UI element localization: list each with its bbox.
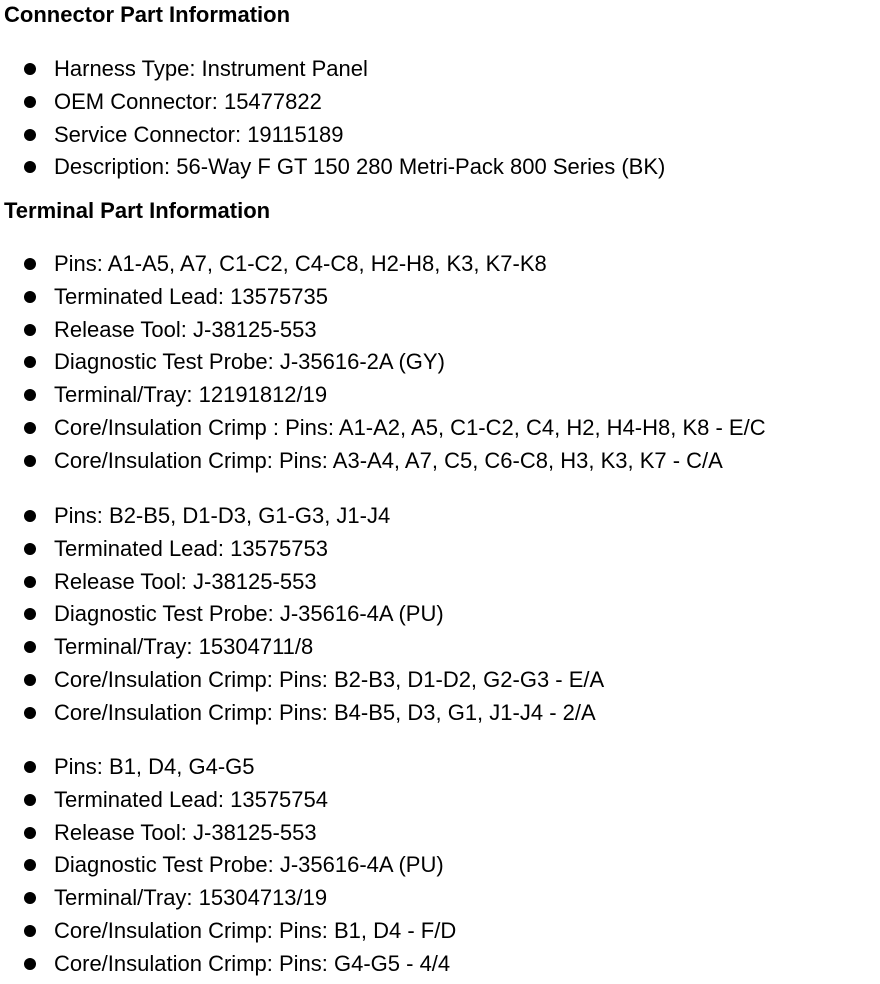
list-item-text: Diagnostic Test Probe: J-35616-4A (PU) — [54, 852, 444, 878]
bullet-icon — [24, 510, 36, 522]
bullet-icon — [24, 543, 36, 555]
connector-part-information-heading: Connector Part Information — [4, 2, 291, 27]
terminal-part-information-heading: Terminal Part Information — [4, 198, 271, 223]
bullet-icon — [24, 608, 36, 620]
bullet-icon — [24, 455, 36, 467]
bullet-icon — [24, 324, 36, 336]
list-item-text: Diagnostic Test Probe: J-35616-2A (GY) — [54, 349, 445, 375]
list-item-text: Pins: B1, D4, G4-G5 — [54, 754, 255, 779]
list-item-text: Harness Type: Instrument Panel — [54, 56, 368, 81]
bullet-icon — [24, 827, 36, 839]
list-item-text: Core/Insulation Crimp: Pins: B1, D4 - F/D — [54, 917, 457, 943]
list-item-text: OEM Connector: 15477822 — [54, 88, 322, 114]
list-item-text: Release Tool: J-38125-553 — [54, 819, 317, 845]
bullet-icon — [24, 291, 36, 303]
bullet-icon — [24, 356, 36, 368]
list-item-text: Core/Insulation Crimp: Pins: B4-B5, D3, G1, J1-J4 - 2/A — [54, 699, 596, 725]
bullet-icon — [24, 794, 36, 806]
list-item-text: Core/Insulation Crimp : Pins: A1-A2, A5, C1-C2, C4, H2, H4-H8, K8 - E/C — [54, 414, 766, 440]
list-item-text: Service Connector: 19115189 — [54, 121, 344, 147]
bullet-icon — [24, 161, 36, 173]
list-item-text: Terminal/Tray: 15304713/19 — [54, 885, 328, 910]
list-item-text: Terminal/Tray: 15304711/8 — [54, 634, 314, 659]
bullet-icon — [24, 129, 36, 141]
bullet-icon — [24, 707, 36, 719]
bullet-icon — [24, 641, 36, 653]
list-item-text: Core/Insulation Crimp: Pins: A3-A4, A7, C5, C6-C8, H3, K3, K7 - C/A — [54, 447, 723, 473]
bullet-icon — [24, 958, 36, 970]
list-item-text: Pins: B2-B5, D1-D3, G1-G3, J1-J4 — [54, 503, 391, 528]
bullet-icon — [24, 258, 36, 270]
list-item-text: Pins: A1-A5, A7, C1-C2, C4-C8, H2-H8, K3, K7-K8 — [54, 251, 547, 276]
bullet-icon — [24, 389, 36, 401]
list-item-text: Release Tool: J-38125-553 — [54, 568, 317, 594]
bullet-icon — [24, 96, 36, 108]
list-item-text: Terminated Lead: 13575735 — [54, 283, 328, 309]
list-item-text: Terminated Lead: 13575753 — [54, 535, 328, 561]
list-item-text: Terminated Lead: 13575754 — [54, 786, 328, 812]
bullet-icon — [24, 859, 36, 871]
bullet-icon — [24, 422, 36, 434]
bullet-icon — [24, 925, 36, 937]
list-item-text: Core/Insulation Crimp: Pins: B2-B3, D1-D2, G2-G3 - E/A — [54, 666, 605, 692]
list-item-text: Terminal/Tray: 12191812/19 — [54, 382, 328, 407]
bullet-icon — [24, 63, 36, 75]
list-item-text: Core/Insulation Crimp: Pins: G4-G5 - 4/4 — [54, 950, 451, 976]
bullet-icon — [24, 576, 36, 588]
bullet-icon — [24, 892, 36, 904]
list-item-text: Diagnostic Test Probe: J-35616-4A (PU) — [54, 601, 444, 627]
list-item-text: Release Tool: J-38125-553 — [54, 316, 317, 342]
list-item-text: Description: 56-Way F GT 150 280 Metri-Pack 800 Series (BK) — [54, 154, 666, 180]
bullet-icon — [24, 674, 36, 686]
bullet-icon — [24, 761, 36, 773]
